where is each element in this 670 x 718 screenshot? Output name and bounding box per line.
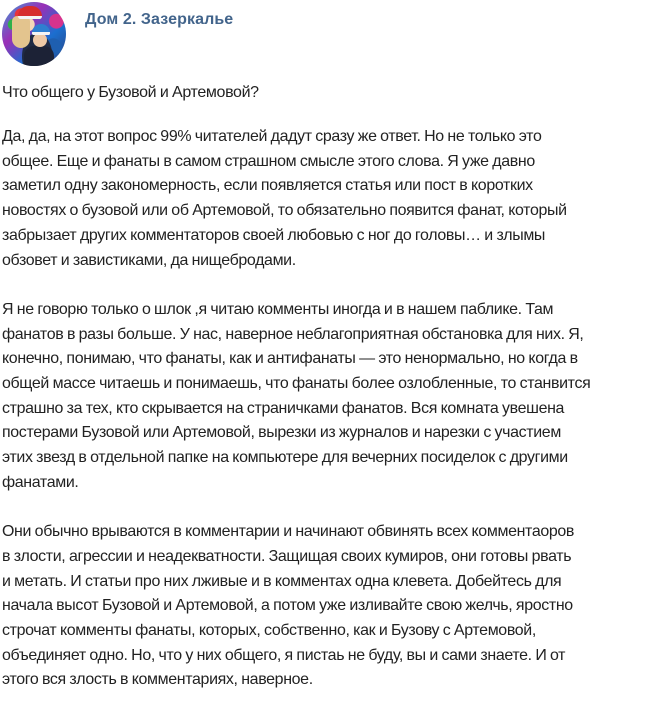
text-line: Да, да, на этот вопрос 99% читателей дадут сразу же ответ. Но не только это <box>2 128 542 145</box>
avatar-face-shape <box>33 33 47 47</box>
text-line: и метать. И статьи про них лживые и в комментах одна клевета. Добейтесь для <box>2 572 562 590</box>
post-body <box>2 81 670 718</box>
text-line: фанатами. <box>2 473 79 491</box>
post-paragraph-3 <box>2 520 670 693</box>
avatar-hair-shape <box>12 16 30 48</box>
text-line: строчат комменты фанаты, которых, собственно, как и Бузову с Артемовой, <box>2 622 536 640</box>
post-heading: Что общего у Бузовой и Артемовой? <box>2 84 259 101</box>
text-line: в злости, агрессии и неадекватности. Защищая своих кумиров, они готовы рвать <box>2 547 572 565</box>
text-line: этого вся злость в комментариях, наверное. <box>2 671 313 689</box>
text-line: обзовет и завистиками, да нищебродами. <box>2 251 296 269</box>
text-line: новостях о бузовой или об Артемовой, то обязательно появится фанат, который <box>2 202 567 220</box>
text-line: заметил одну закономерность, если появляется статья или пост в коротких <box>2 177 533 195</box>
text-line: страшно за тех, кто скрывается на страничками фанатов. Вся комната увешена <box>2 399 565 417</box>
santa-hat-icon <box>18 6 42 19</box>
text-line: постерами Бузовой или Артемовой, вырезки из журналов и нарезки с участием <box>2 424 561 442</box>
text-line: общее. Еще и фанаты в самом страшном смысле этого слова. Я уже давно <box>2 152 535 170</box>
post-paragraph-2 <box>2 298 670 496</box>
text-line: объединяет одно. Но, что у них общего, я пистаь не буду, вы и сами знаете. И от <box>2 646 566 664</box>
text-line: забрызает других комментаторов своей любовью с ног до головы… и злымы <box>2 226 546 244</box>
community-avatar[interactable] <box>2 2 66 66</box>
community-name-link[interactable]: Дом 2. Зазеркалье <box>85 11 234 28</box>
avatar-suit-shape <box>24 46 54 66</box>
post-header <box>0 0 670 70</box>
santa-hat-icon <box>32 24 50 35</box>
text-line: общей массе читаешь и понимаешь, что фанаты более озлобленные, то станвится <box>2 375 591 393</box>
text-line: Я не говорю только о шлок ,я читаю комменты иногда и в нашем паблике. Там <box>2 300 554 318</box>
text-line: фанатов в разы больше. У нас, наверное неблагоприятная обстановка для них. Я, <box>2 325 584 343</box>
post-paragraph-1 <box>2 125 670 273</box>
text-line: конечно, понимаю, что фанаты, как и антифанаты — это ненормально, но когда в <box>2 350 578 368</box>
text-line: начала высот Бузовой и Артемовой, а потом уже изливайте свою желчь, яростно <box>2 597 573 615</box>
text-line: этих звезд в отдельной папке на компьютере для вечерних посиделок с другими <box>2 449 568 467</box>
text-line: Они обычно врываются в комментарии и начинают обвинять всех комментаоров <box>2 523 575 541</box>
